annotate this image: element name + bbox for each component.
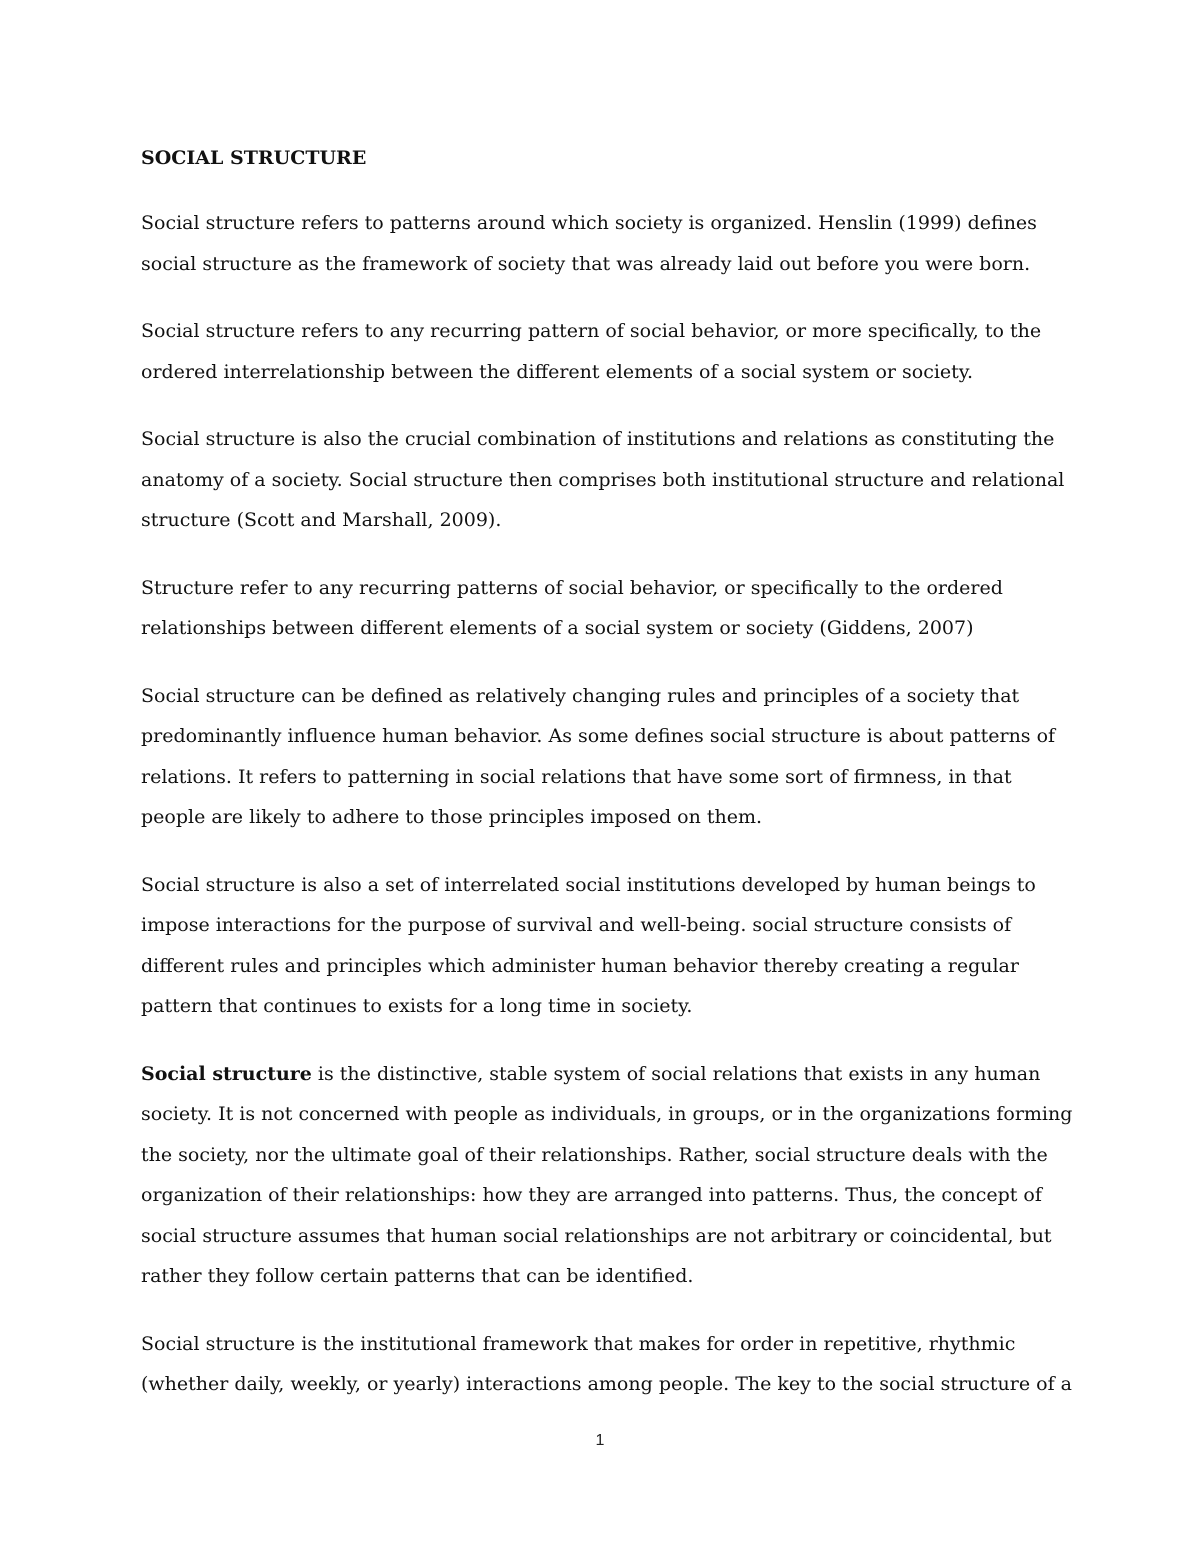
paragraph-8: Social structure is the institutional framework that makes for order in repetitive, rhythmic (whether daily, weekly, or yearly) interactions among people. The key to the social structure of a <box>141 1332 1072 1395</box>
paragraph-7-bold-lead: Social structure <box>141 1062 312 1085</box>
paragraph-2: Social structure refers to any recurring pattern of social behavior, or more specifically, to the ordered interrelationship between the different elements of a social system or society. <box>141 320 1042 383</box>
paragraph-4: Structure refer to any recurring patterns of social behavior, or specifically to the ordered relationships between different elements of a social system or society (Giddens, 2007) <box>141 576 1003 639</box>
paragraph-3: Social structure is also the crucial combination of institutions and relations as constituting the anatomy of a society. Social structure then comprises both institutional structure and relational structure (Scott and Marshall, 2009). <box>141 428 1065 531</box>
paragraph-5: Social structure can be defined as relatively changing rules and principles of a society that predominantly influence human behavior. As some defines social structure is about patterns of relations. It refers to patterning in social relations that have some sort of firmness, in that people are likely to adhere to those principles imposed on them. <box>141 684 1056 828</box>
paragraph-7 <box>141 1054 1081 1297</box>
paragraph-1: Social structure refers to patterns around which society is organized. Henslin (1999) defines social structure as the framework of society that was already laid out before you were born. <box>141 212 1037 275</box>
page-number: 1 <box>595 1432 605 1449</box>
document-title: SOCIAL STRUCTURE <box>141 147 367 169</box>
paragraph-7-text: is the distinctive, stable system of social relations that exists in any human society. It is not concerned with people as individuals, in groups, or in the organizations forming the society, nor the ultimate goal of their relationships. Rather, social structure deals with the organization of their relationships: how they are arranged into patterns. Thus, the concept of social structure assumes that human social relationships are not arbitrary or coincidental, but rather they follow certain patterns that can be identified. <box>141 1062 1073 1287</box>
document-body <box>141 140 1081 1432</box>
paragraph-6: Social structure is also a set of interrelated social institutions developed by human beings to impose interactions for the purpose of survival and well-being. social structure consists of different rules and principles which administer human behavior thereby creating a regular pattern that continues to exists for a long time in society. <box>141 873 1036 1017</box>
